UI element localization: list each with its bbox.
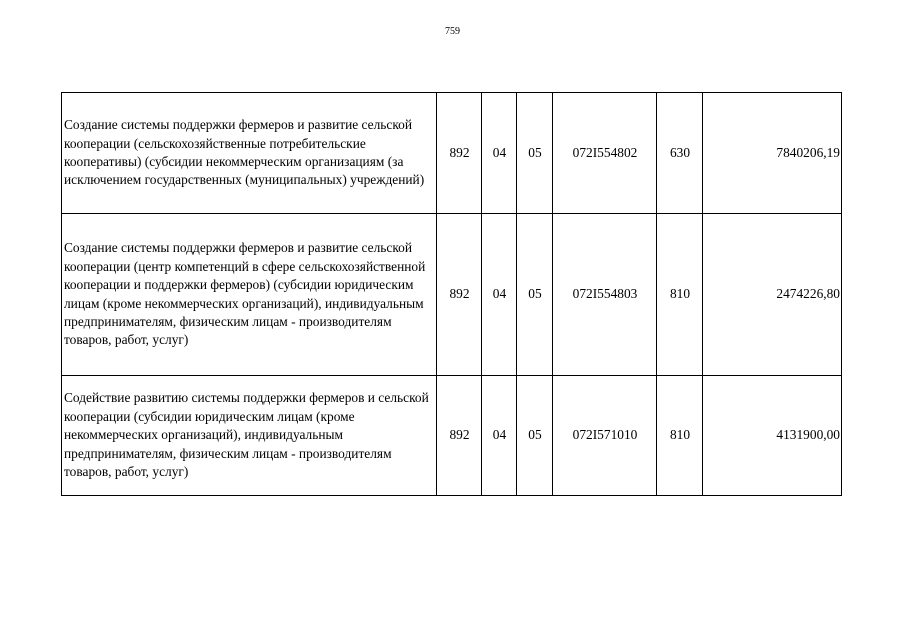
table-row xyxy=(62,376,842,496)
subsection-code-cell: 05 xyxy=(517,214,553,376)
amount-cell: 4131900,00 xyxy=(703,376,842,496)
target-article-cell: 072I554803 xyxy=(553,214,657,376)
subsection-code-cell: 05 xyxy=(517,93,553,214)
table-row xyxy=(62,214,842,376)
description-cell: Создание системы поддержки фермеров и развитие сельской кооперации (сельскохозяйственные потребительские кооперативы) (субсидии некоммерческим организациям (за исключением государственных (муниципальных) учреждений) xyxy=(62,93,437,214)
table-row xyxy=(62,93,842,214)
expense-type-cell: 810 xyxy=(657,214,703,376)
expense-type-cell: 630 xyxy=(657,93,703,214)
amount-cell: 2474226,80 xyxy=(703,214,842,376)
subsection-code-cell: 05 xyxy=(517,376,553,496)
page-number: 759 xyxy=(445,26,460,37)
description-cell: Содействие развитию системы поддержки фермеров и сельской кооперации (субсидии юридическим лицам (кроме некоммерческих организаций), индивидуальным предпринимателям, физическим лицам - производителям товаров, работ, услуг) xyxy=(62,376,437,496)
budget-table xyxy=(61,92,842,496)
target-article-cell: 072I554802 xyxy=(553,93,657,214)
section-code-cell: 04 xyxy=(482,93,517,214)
expense-type-cell: 810 xyxy=(657,376,703,496)
ministry-code-cell: 892 xyxy=(437,93,482,214)
section-code-cell: 04 xyxy=(482,214,517,376)
target-article-cell: 072I571010 xyxy=(553,376,657,496)
ministry-code-cell: 892 xyxy=(437,214,482,376)
section-code-cell: 04 xyxy=(482,376,517,496)
description-cell: Создание системы поддержки фермеров и развитие сельской кооперации (центр компетенций в сфере сельскохозяйственной кооперации и поддержки фермеров) (субсидии юридическим лицам (кроме некоммерческих организаций), индивидуальным предпринимателям, физическим лицам - производителям товаров, работ, услуг) xyxy=(62,214,437,376)
ministry-code-cell: 892 xyxy=(437,376,482,496)
amount-cell: 7840206,19 xyxy=(703,93,842,214)
